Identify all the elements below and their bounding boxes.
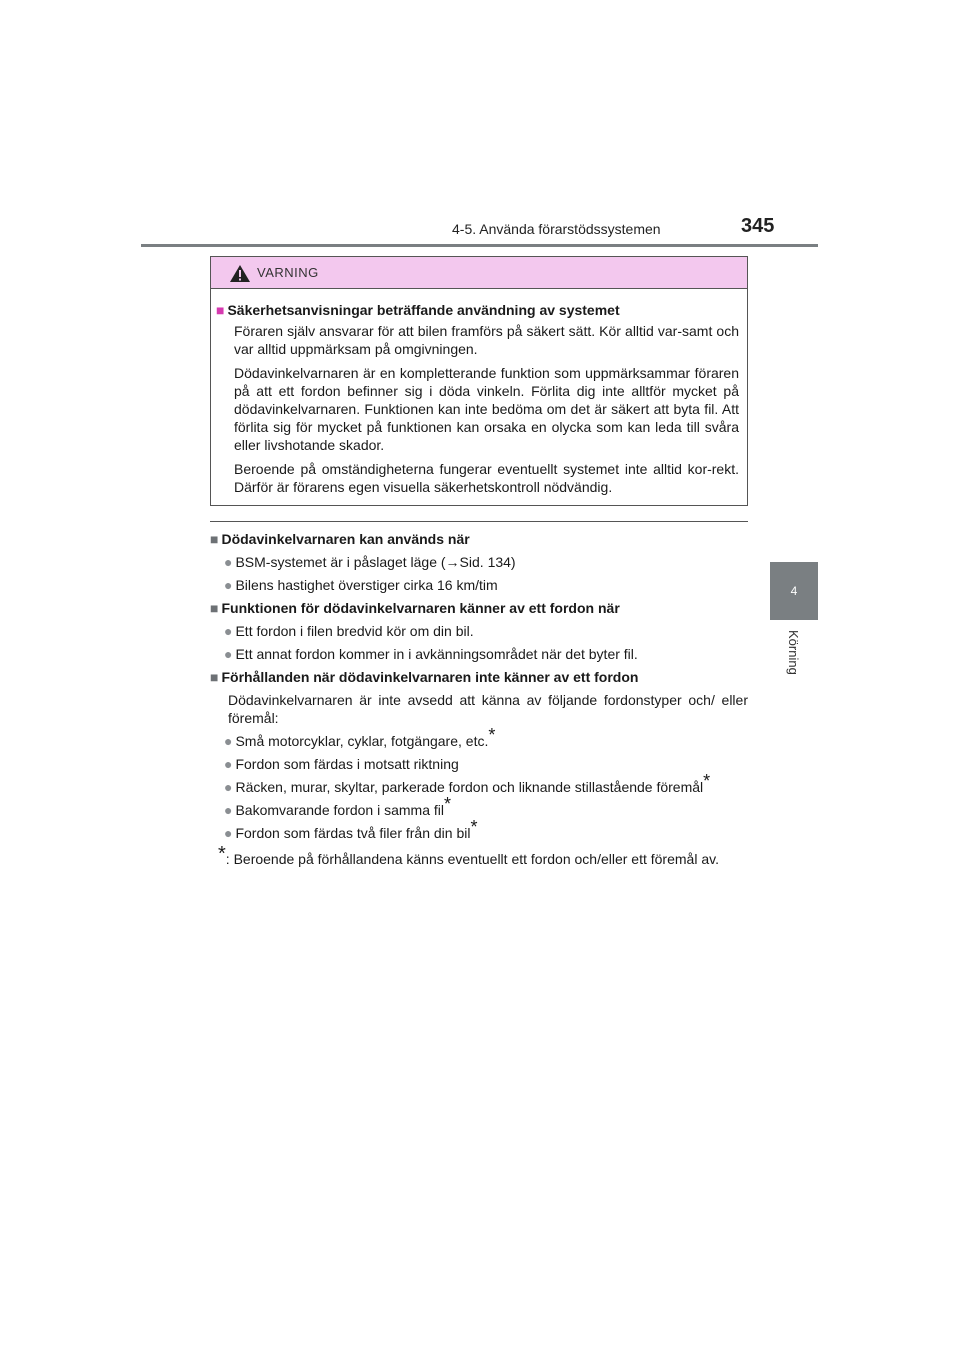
footnote-marker: * [470, 817, 478, 837]
section-heading: ■ Funktionen för dödavinkelvarnaren känner av ett fordon när [210, 600, 620, 616]
warning-header [211, 257, 747, 289]
list-item: ● Små motorcyklar, cyklar, fotgängare, etc.* [224, 725, 496, 749]
circle-bullet-icon: ● [224, 554, 233, 570]
section-heading: ■ Dödavinkelvarnaren kan används när [210, 531, 470, 547]
warning-triangle-icon [229, 264, 251, 283]
warning-paragraph: Dödavinkelvarnaren är en kompletterande funktion som uppmärksammar föraren på att ett fordon befinner sig i döda vinkeln. Förlita dig inte alltför mycket på dödavinkelvarnaren. Funktionen kan inte bedöma om det är säkert att byta fil. Att förlita sig för mycket på funktionen kan orsaka en olycka som kan leda till svåra eller livshotande skador. [234, 365, 739, 453]
circle-bullet-icon: ● [224, 733, 233, 749]
circle-bullet-icon: ● [224, 779, 233, 795]
circle-bullet-icon: ● [224, 756, 233, 772]
footnote-marker: * [703, 771, 711, 791]
section-divider [210, 521, 748, 522]
warning-heading: ■ Säkerhetsanvisningar beträffande användning av systemet [216, 302, 620, 318]
circle-bullet-icon: ● [224, 825, 233, 841]
warning-box [210, 256, 748, 506]
page-number: 345 [741, 215, 775, 237]
footnote: *: Beroende på förhållandena känns eventuellt ett fordon och/eller ett föremål av. [218, 843, 719, 867]
circle-bullet-icon: ● [224, 646, 233, 662]
list-item: ● Räcken, murar, skyltar, parkerade fordon och liknande stillastående föremål* [224, 771, 711, 795]
list-item: ● BSM-systemet är i påslaget läge (→Sid. 134) [224, 554, 516, 570]
square-bullet-icon: ■ [216, 302, 225, 318]
footnote-marker: * [218, 843, 226, 865]
section-heading: ■ Förhållanden när dödavinkelvarnaren inte känner av ett fordon [210, 669, 639, 685]
list-item: ● Fordon som färdas två filer från din bil* [224, 817, 478, 841]
chapter-tab: 4 [770, 562, 818, 620]
square-bullet-icon: ■ [210, 669, 219, 685]
list-item: ● Bakomvarande fordon i samma fil* [224, 794, 452, 818]
circle-bullet-icon: ● [224, 802, 233, 818]
footnote-marker: * [488, 725, 496, 745]
square-bullet-icon: ■ [210, 600, 219, 616]
list-item: ● Ett annat fordon kommer in i avkänningsområdet när det byter fil. [224, 646, 638, 662]
warning-paragraph: Föraren själv ansvarar för att bilen framförs på säkert sätt. Kör alltid var-samt och var alltid uppmärksam på omgivningen. [234, 323, 739, 357]
footnote-marker: * [444, 794, 452, 814]
warning-label: VARNING [257, 265, 319, 280]
list-item: ● Bilens hastighet överstiger cirka 16 km/tim [224, 577, 498, 593]
header-rule [141, 244, 818, 247]
circle-bullet-icon: ● [224, 577, 233, 593]
chapter-label: Körning [786, 630, 801, 675]
square-bullet-icon: ■ [210, 531, 219, 547]
list-item: ● Fordon som färdas i motsatt riktning [224, 756, 459, 772]
section-title: 4-5. Använda förarstödssystemen [452, 221, 661, 237]
warning-paragraph: Beroende på omständigheterna fungerar eventuellt systemet inte alltid kor-rekt. Därför är förarens egen visuella säkerhetskontroll nödvändig. [234, 461, 739, 495]
warning-body [211, 289, 747, 496]
circle-bullet-icon: ● [224, 623, 233, 639]
section-intro: Dödavinkelvarnaren är inte avsedd att känna av följande fordonstyper och/ eller föremål: [228, 692, 748, 726]
content [210, 530, 748, 868]
list-item: ● Ett fordon i filen bredvid kör om din bil. [224, 623, 474, 639]
